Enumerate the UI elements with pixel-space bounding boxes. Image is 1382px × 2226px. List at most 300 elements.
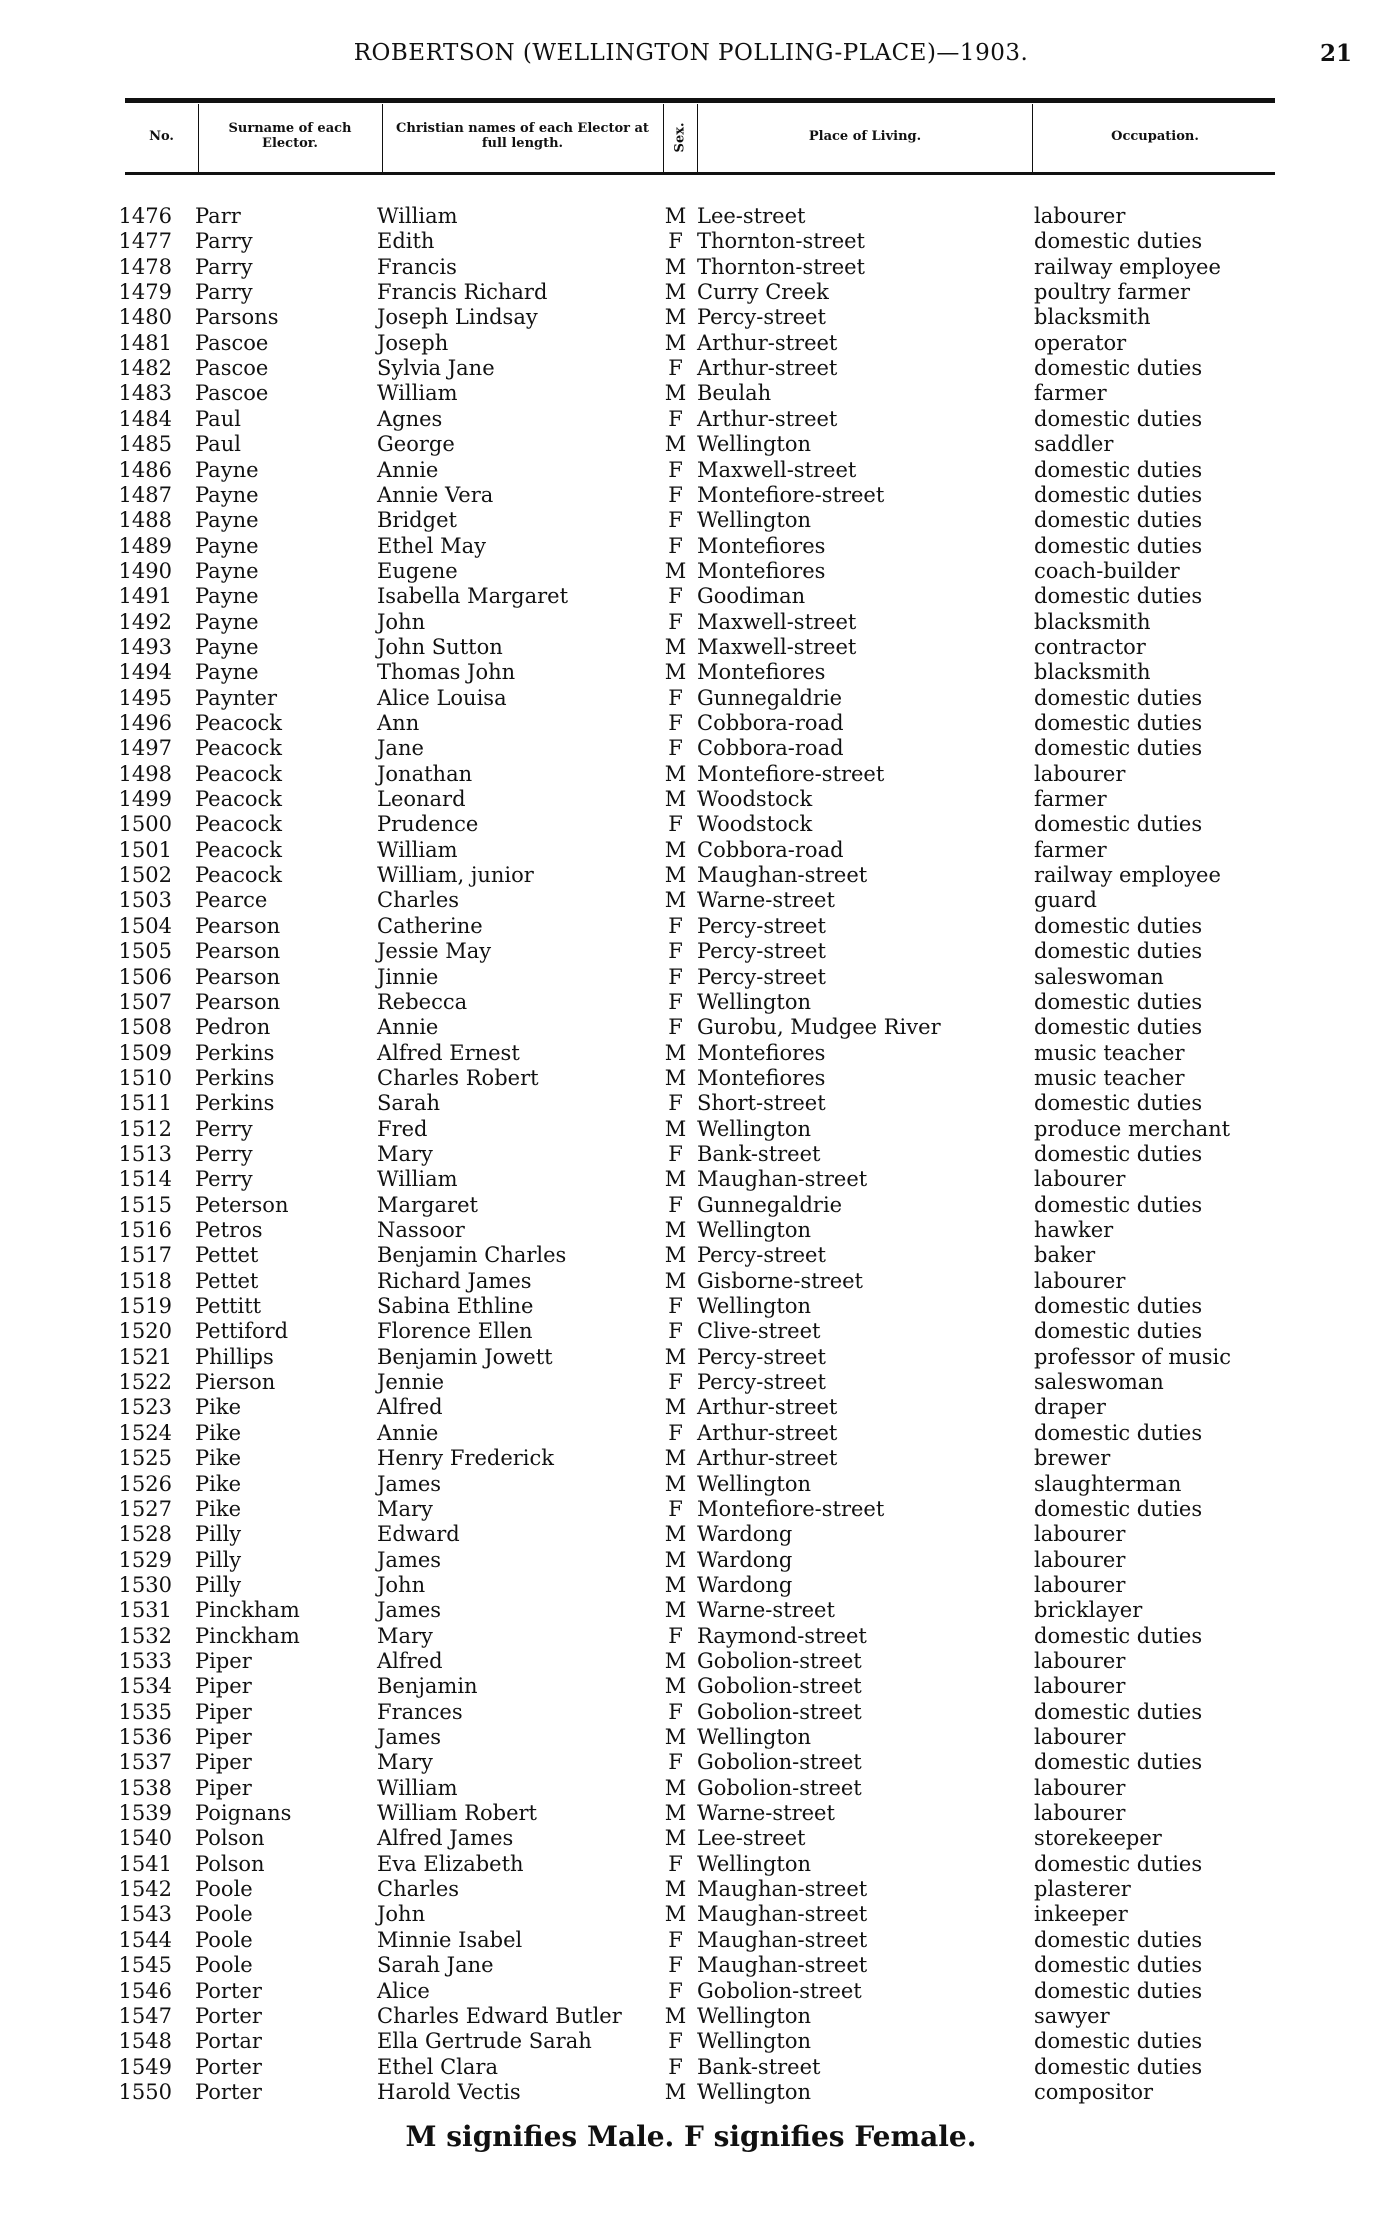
elector-sex: F [668,736,683,761]
elector-row [0,280,1382,305]
elector-surname: Peacock [195,812,283,837]
elector-sex: M [664,254,687,279]
elector-occupation: guard [1034,888,1097,913]
elector-sex: M [664,1902,687,1927]
elector-number: 1518 [118,1268,172,1293]
elector-place-of-living: Wellington [697,1471,812,1496]
elector-number: 1550 [118,2079,172,2104]
elector-occupation: domestic duties [1034,685,1203,710]
elector-christian-names: Alfred James [377,1826,514,1851]
elector-surname: Perry [195,1167,253,1192]
elector-sex: M [664,787,687,812]
elector-christian-names: Sabina Ethline [377,1294,534,1319]
elector-row [0,407,1382,432]
elector-row [0,584,1382,609]
elector-surname: Pilly [195,1547,242,1572]
elector-surname: Peacock [195,863,283,888]
column-header-surname: Surname of each Elector. [228,121,352,151]
column-divider [198,104,199,172]
elector-place-of-living: Wellington [697,2003,812,2028]
elector-occupation: labourer [1034,204,1126,228]
elector-row [0,736,1382,761]
elector-christian-names: Sylvia Jane [377,356,495,381]
column-header-sex [666,104,696,170]
elector-row [0,2055,1382,2080]
elector-place-of-living: Wardong [697,1547,793,1572]
elector-sex: F [668,989,683,1014]
elector-row [0,1446,1382,1471]
elector-place-of-living: Wellington [697,2029,812,2054]
column-divider [663,104,664,172]
elector-number: 1521 [118,1344,172,1369]
elector-surname: Peacock [195,736,283,761]
elector-occupation: blacksmith [1034,609,1151,634]
elector-christian-names: Edith [377,229,435,254]
elector-sex: M [664,1877,687,1902]
elector-number: 1545 [118,1953,172,1978]
elector-row [0,1902,1382,1927]
elector-place-of-living: Percy-street [697,1370,826,1395]
elector-row [0,1472,1382,1497]
elector-surname: Porter [195,2003,262,2028]
elector-sex: M [664,1446,687,1471]
elector-surname: Polson [195,1826,265,1851]
elector-surname: Piper [195,1699,252,1724]
elector-surname: Pettet [195,1268,259,1293]
elector-number: 1504 [118,913,172,938]
elector-row [0,204,1382,229]
elector-place-of-living: Maughan-street [697,1167,868,1192]
elector-place-of-living: Cobbora-road [697,736,844,761]
elector-sex: F [668,939,683,964]
elector-row [0,1624,1382,1649]
elector-occupation: compositor [1034,2079,1154,2104]
elector-occupation: domestic duties [1034,1699,1203,1724]
elector-row [0,1776,1382,1801]
elector-sex: F [668,1623,683,1648]
elector-christian-names: James [377,1725,442,1749]
elector-occupation: slaughterman [1034,1471,1182,1496]
elector-sex: M [664,660,687,685]
elector-surname: Parry [195,280,253,305]
elector-number: 1499 [118,787,172,812]
elector-number: 1524 [118,1420,172,1445]
elector-number: 1515 [118,1192,172,1217]
elector-number: 1510 [118,1065,172,1090]
elector-place-of-living: Wellington [697,508,812,533]
elector-sex: M [664,381,687,406]
elector-sex: M [664,1826,687,1851]
elector-surname: Paynter [195,685,278,710]
column-header-christian-names: Christian names of each Elector at full length. [396,121,649,151]
elector-occupation: produce merchant [1034,1116,1231,1141]
elector-surname: Pearson [195,913,281,938]
elector-surname: Pike [195,1471,241,1496]
elector-christian-names: George [377,432,455,457]
elector-number: 1540 [118,1826,172,1851]
elector-number: 1516 [118,1218,172,1242]
elector-number: 1530 [118,1572,172,1597]
elector-place-of-living: Percy-street [697,964,826,989]
elector-occupation: plasterer [1034,1877,1131,1902]
elector-place-of-living: Bank-street [697,1141,821,1166]
elector-occupation: contractor [1034,634,1146,659]
elector-occupation: labourer [1034,1522,1126,1547]
elector-number: 1541 [118,1851,172,1876]
elector-occupation: domestic duties [1034,711,1203,735]
elector-number: 1505 [118,939,172,964]
elector-surname: Pilly [195,1572,242,1597]
elector-place-of-living: Wellington [697,1725,812,1749]
elector-christian-names: Margaret [377,1192,478,1217]
elector-sex: M [664,2079,687,2104]
elector-place-of-living: Gobolion-street [697,1699,862,1724]
elector-sex: M [664,280,687,305]
elector-surname: Paul [195,432,241,457]
elector-place-of-living: Maughan-street [697,1953,868,1978]
elector-place-of-living: Montefiores [697,533,826,558]
elector-surname: Petros [195,1218,263,1242]
elector-occupation: baker [1034,1243,1096,1268]
elector-occupation: labourer [1034,1268,1126,1293]
elector-christian-names: Jessie May [377,939,492,964]
elector-christian-names: William [377,381,458,406]
elector-row [0,331,1382,356]
elector-occupation: bricklayer [1034,1598,1143,1623]
elector-row [0,559,1382,584]
elector-surname: Pike [195,1420,241,1445]
elector-occupation: domestic duties [1034,584,1203,609]
elector-number: 1539 [118,1801,172,1826]
elector-surname: Pike [195,1496,241,1521]
elector-occupation: domestic duties [1034,1953,1203,1978]
elector-row [0,1142,1382,1167]
elector-place-of-living: Arthur-street [697,356,838,381]
elector-sex: F [668,356,683,381]
elector-sex: F [668,584,683,609]
elector-sex: M [664,1065,687,1090]
elector-place-of-living: Maughan-street [697,1927,868,1952]
elector-sex: F [668,1699,683,1724]
elector-surname: Poignans [195,1801,292,1826]
elector-place-of-living: Beulah [697,381,772,406]
elector-row [0,1877,1382,1902]
elector-place-of-living: Montefiores [697,660,826,685]
column-divider [382,104,383,172]
elector-christian-names: Joseph Lindsay [377,305,538,330]
elector-number: 1494 [118,660,172,685]
elector-place-of-living: Percy-street [697,1243,826,1268]
elector-row [0,1573,1382,1598]
elector-surname: Pike [195,1395,241,1420]
elector-christian-names: Alfred Ernest [377,1040,520,1065]
elector-surname: Payne [195,558,259,583]
elector-sex: F [668,1750,683,1775]
elector-christian-names: James [377,1598,442,1623]
elector-row [0,1928,1382,1953]
elector-surname: Poole [195,1927,253,1952]
elector-christian-names: Catherine [377,913,483,938]
elector-number: 1514 [118,1167,172,1192]
elector-row [0,1243,1382,1268]
elector-surname: Pierson [195,1370,276,1395]
elector-occupation: domestic duties [1034,1623,1203,1648]
elector-row [0,1041,1382,1066]
elector-row [0,356,1382,381]
elector-christian-names: Mary [377,1141,433,1166]
elector-christian-names: Mary [377,1623,433,1648]
elector-place-of-living: Arthur-street [697,1395,838,1420]
elector-number: 1477 [118,229,172,254]
elector-occupation: railway employee [1034,254,1221,279]
elector-christian-names: Jinnie [377,964,439,989]
elector-place-of-living: Wellington [697,432,812,457]
elector-place-of-living: Lee-street [697,204,806,228]
elector-occupation: labourer [1034,1725,1126,1749]
elector-surname: Poole [195,1902,253,1927]
elector-row [0,1522,1382,1547]
elector-occupation: domestic duties [1034,1978,1203,2003]
elector-occupation: labourer [1034,761,1126,786]
elector-place-of-living: Gobolion-street [697,1978,862,2003]
elector-occupation: blacksmith [1034,305,1151,330]
elector-occupation: farmer [1034,837,1107,862]
elector-sex: M [664,432,687,457]
elector-row [0,1015,1382,1040]
elector-row [0,635,1382,660]
elector-number: 1481 [118,330,172,355]
elector-christian-names: Edward [377,1522,460,1547]
elector-christian-names: Alice Louisa [377,685,507,710]
elector-sex: F [668,1953,683,1978]
elector-christian-names: Sarah Jane [377,1953,494,1978]
elector-surname: Payne [195,609,259,634]
elector-number: 1492 [118,609,172,634]
header-bottom-rule [125,172,1275,175]
elector-surname: Perry [195,1141,253,1166]
elector-row [0,1674,1382,1699]
elector-sex: F [668,1294,683,1319]
elector-number: 1537 [118,1750,172,1775]
elector-surname: Payne [195,584,259,609]
elector-row [0,610,1382,635]
elector-row [0,1649,1382,1674]
elector-sex: F [668,533,683,558]
elector-place-of-living: Maughan-street [697,1877,868,1902]
elector-number: 1538 [118,1775,172,1800]
elector-occupation: saddler [1034,432,1114,457]
elector-occupation: labourer [1034,1775,1126,1800]
elector-sex: F [668,1091,683,1116]
elector-number: 1487 [118,482,172,507]
elector-row [0,1598,1382,1623]
elector-surname: Perkins [195,1065,275,1090]
column-header-place: Place of Living. [808,128,922,144]
elector-surname: Parry [195,254,253,279]
elector-christian-names: Joseph [377,330,449,355]
elector-surname: Payne [195,508,259,533]
elector-christian-names: John [377,1572,426,1597]
elector-occupation: domestic duties [1034,1319,1203,1344]
elector-number: 1491 [118,584,172,609]
elector-occupation: domestic duties [1034,229,1203,254]
elector-place-of-living: Woodstock [697,812,813,837]
elector-christian-names: Charles Edward Butler [377,2003,622,2028]
elector-row [0,1319,1382,1344]
elector-number: 1509 [118,1040,172,1065]
elector-row [0,686,1382,711]
elector-sex: M [664,2003,687,2028]
elector-surname: Pearson [195,964,281,989]
page-number: 21 [1319,40,1352,67]
elector-row [0,508,1382,533]
elector-place-of-living: Gobolion-street [697,1674,862,1699]
column-header-occupation: Occupation. [1111,128,1199,144]
elector-surname: Piper [195,1775,252,1800]
elector-number: 1519 [118,1294,172,1319]
elector-number: 1493 [118,634,172,659]
elector-row [0,255,1382,280]
elector-surname: Parsons [195,305,279,330]
elector-surname: Piper [195,1674,252,1699]
elector-occupation: storekeeper [1034,1826,1162,1851]
elector-place-of-living: Montefiore-street [697,482,885,507]
elector-row [0,762,1382,787]
elector-occupation: labourer [1034,1167,1126,1192]
elector-occupation: labourer [1034,1801,1126,1826]
elector-row [0,939,1382,964]
elector-number: 1526 [118,1471,172,1496]
elector-occupation: hawker [1034,1218,1114,1242]
elector-occupation: domestic duties [1034,482,1203,507]
elector-place-of-living: Gisborne-street [697,1268,863,1293]
elector-sex: M [664,634,687,659]
elector-sex: F [668,1851,683,1876]
elector-sex: F [668,2029,683,2054]
elector-occupation: labourer [1034,1547,1126,1572]
elector-place-of-living: Gunnegaldrie [697,1192,843,1217]
elector-place-of-living: Warne-street [697,1598,835,1623]
elector-occupation: domestic duties [1034,1496,1203,1521]
elector-place-of-living: Percy-street [697,1344,826,1369]
column-divider [1032,104,1033,172]
elector-surname: Piper [195,1750,252,1775]
elector-row [0,1421,1382,1446]
elector-surname: Porter [195,1978,262,2003]
elector-christian-names: James [377,1471,442,1496]
elector-christian-names: Benjamin Jowett [377,1344,553,1369]
elector-place-of-living: Montefiores [697,1065,826,1090]
elector-sex: M [664,1572,687,1597]
elector-row [0,965,1382,990]
elector-number: 1484 [118,406,172,431]
elector-sex: M [664,888,687,913]
elector-christian-names: Florence Ellen [377,1319,533,1344]
elector-place-of-living: Cobbora-road [697,837,844,862]
elector-christian-names: Annie [377,1015,439,1040]
elector-sex: F [668,457,683,482]
elector-place-of-living: Gobolion-street [697,1750,862,1775]
elector-sex: F [668,406,683,431]
elector-row [0,1294,1382,1319]
elector-occupation: brewer [1034,1446,1111,1471]
elector-number: 1542 [118,1877,172,1902]
elector-occupation: domestic duties [1034,2029,1203,2054]
elector-christian-names: Frances [377,1699,463,1724]
elector-occupation: domestic duties [1034,1294,1203,1319]
elector-place-of-living: Maughan-street [697,863,868,888]
elector-surname: Peacock [195,711,283,735]
elector-occupation: domestic duties [1034,2054,1203,2079]
elector-occupation: domestic duties [1034,356,1203,381]
elector-sex: M [664,204,687,228]
elector-christian-names: Isabella Margaret [377,584,569,609]
elector-christian-names: William [377,1167,458,1192]
elector-sex: M [664,1674,687,1699]
elector-row [0,888,1382,913]
elector-number: 1520 [118,1319,172,1344]
elector-surname: Pettiford [195,1319,289,1344]
elector-sex: M [664,1395,687,1420]
elector-number: 1501 [118,837,172,862]
elector-christian-names: Ethel Clara [377,2054,498,2079]
elector-place-of-living: Gurobu, Mudgee River [697,1015,941,1040]
elector-place-of-living: Maxwell-street [697,457,857,482]
elector-number: 1496 [118,711,172,735]
elector-christian-names: Alfred [377,1648,443,1673]
elector-occupation: music teacher [1034,1065,1185,1090]
elector-surname: Perkins [195,1091,275,1116]
elector-number: 1507 [118,989,172,1014]
elector-row [0,1548,1382,1573]
elector-sex: F [668,508,683,533]
table-header [0,104,1382,170]
elector-christian-names: Francis [377,254,457,279]
elector-number: 1498 [118,761,172,786]
elector-sex: M [664,305,687,330]
elector-number: 1513 [118,1141,172,1166]
elector-number: 1489 [118,533,172,558]
elector-place-of-living: Arthur-street [697,1420,838,1445]
elector-surname: Perkins [195,1040,275,1065]
elector-surname: Porter [195,2079,262,2104]
elector-occupation: labourer [1034,1572,1126,1597]
elector-surname: Peacock [195,761,283,786]
elector-number: 1534 [118,1674,172,1699]
elector-christian-names: Charles [377,888,460,913]
elector-number: 1512 [118,1116,172,1141]
elector-christian-names: William Robert [377,1801,537,1826]
elector-sex: F [668,964,683,989]
elector-christian-names: Francis Richard [377,280,548,305]
elector-christian-names: Ethel May [377,533,486,558]
elector-christian-names: Jonathan [377,761,473,786]
elector-sex: M [664,558,687,583]
elector-number: 1482 [118,356,172,381]
elector-sex: F [668,229,683,254]
elector-number: 1531 [118,1598,172,1623]
elector-christian-names: Eugene [377,558,458,583]
elector-surname: Payne [195,660,259,685]
elector-number: 1486 [118,457,172,482]
elector-surname: Pettitt [195,1294,262,1319]
elector-sex: M [664,1167,687,1192]
elector-row [0,838,1382,863]
elector-row [0,483,1382,508]
elector-number: 1546 [118,1978,172,2003]
elector-number: 1529 [118,1547,172,1572]
elector-row [0,1852,1382,1877]
